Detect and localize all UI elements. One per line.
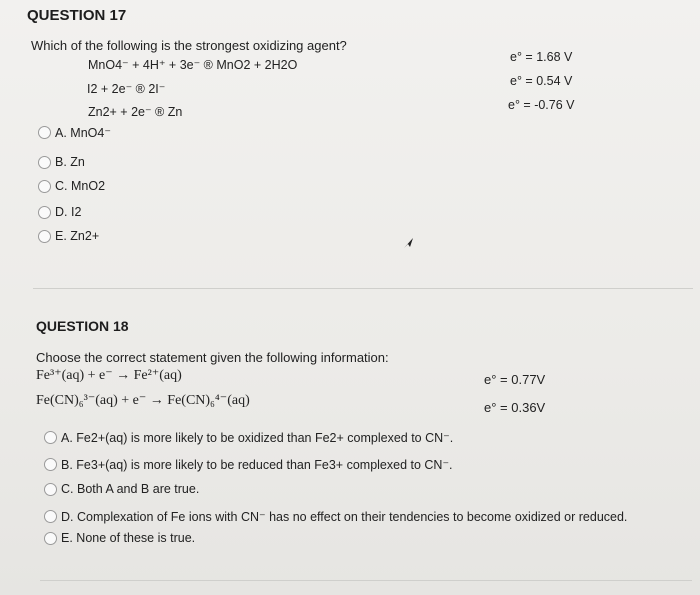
question-divider — [40, 580, 692, 581]
q17-option-d[interactable]: D. I2 — [38, 205, 81, 219]
q18-option-d[interactable]: D. Complexation of Fe ions with CN⁻ has no effect on their tendencies to become oxidized or reduced. — [44, 509, 627, 524]
q18-option-c[interactable]: C. Both A and B are true. — [44, 482, 199, 496]
q18-option-a[interactable]: A. Fe2+(aq) is more likely to be oxidized than Fe2+ complexed to CN⁻. — [44, 430, 453, 445]
q17-potential-3: e° = -0.76 V — [508, 98, 575, 112]
question-17-title: QUESTION 17 — [27, 7, 127, 24]
radio-button[interactable] — [38, 206, 51, 219]
q17-equation-1: MnO4⁻ + 4H⁺ + 3e⁻ ® MnO2 + 2H2O — [88, 58, 298, 72]
radio-button[interactable] — [44, 510, 57, 523]
q18-potential-1: e° = 0.77V — [484, 372, 546, 387]
q18-option-b[interactable]: B. Fe3+(aq) is more likely to be reduced than Fe3+ complexed to CN⁻. — [44, 457, 453, 472]
radio-button[interactable] — [44, 532, 57, 545]
question-18-title: QUESTION 18 — [36, 318, 129, 334]
q18-equation-2: Fe(CN)₆³⁻(aq) + e⁻ → Fe(CN)₆⁴⁻(aq) — [36, 393, 250, 408]
radio-button[interactable] — [38, 230, 51, 243]
q18-equation-1: Fe³⁺(aq) + e⁻ → Fe²⁺(aq) — [36, 368, 182, 383]
radio-button[interactable] — [38, 156, 51, 169]
radio-button[interactable] — [44, 431, 57, 444]
q18-option-e[interactable]: E. None of these is true. — [44, 531, 195, 545]
question-18-prompt: Choose the correct statement given the following information: — [36, 350, 389, 365]
q17-option-e[interactable]: E. Zn2+ — [38, 229, 99, 243]
radio-button[interactable] — [44, 483, 57, 496]
q17-equation-3: Zn2+ + 2e⁻ ® Zn — [88, 105, 183, 119]
question-17-prompt: Which of the following is the strongest oxidizing agent? — [31, 38, 347, 53]
q18-potential-2: e° = 0.36V — [484, 400, 546, 415]
q17-option-c[interactable]: C. MnO2 — [38, 179, 105, 193]
radio-button[interactable] — [38, 180, 51, 193]
q17-potential-2: e° = 0.54 V — [510, 74, 573, 88]
q17-option-b[interactable]: B. Zn — [38, 155, 85, 169]
q17-option-a[interactable]: A. MnO4⁻ — [38, 125, 111, 140]
q17-potential-1: e° = 1.68 V — [510, 50, 573, 64]
question-divider — [33, 288, 693, 289]
q17-equation-2: I2 + 2e⁻ ® 2I⁻ — [87, 82, 166, 96]
mouse-pointer-icon — [402, 236, 416, 250]
radio-button[interactable] — [44, 458, 57, 471]
radio-button[interactable] — [38, 126, 51, 139]
